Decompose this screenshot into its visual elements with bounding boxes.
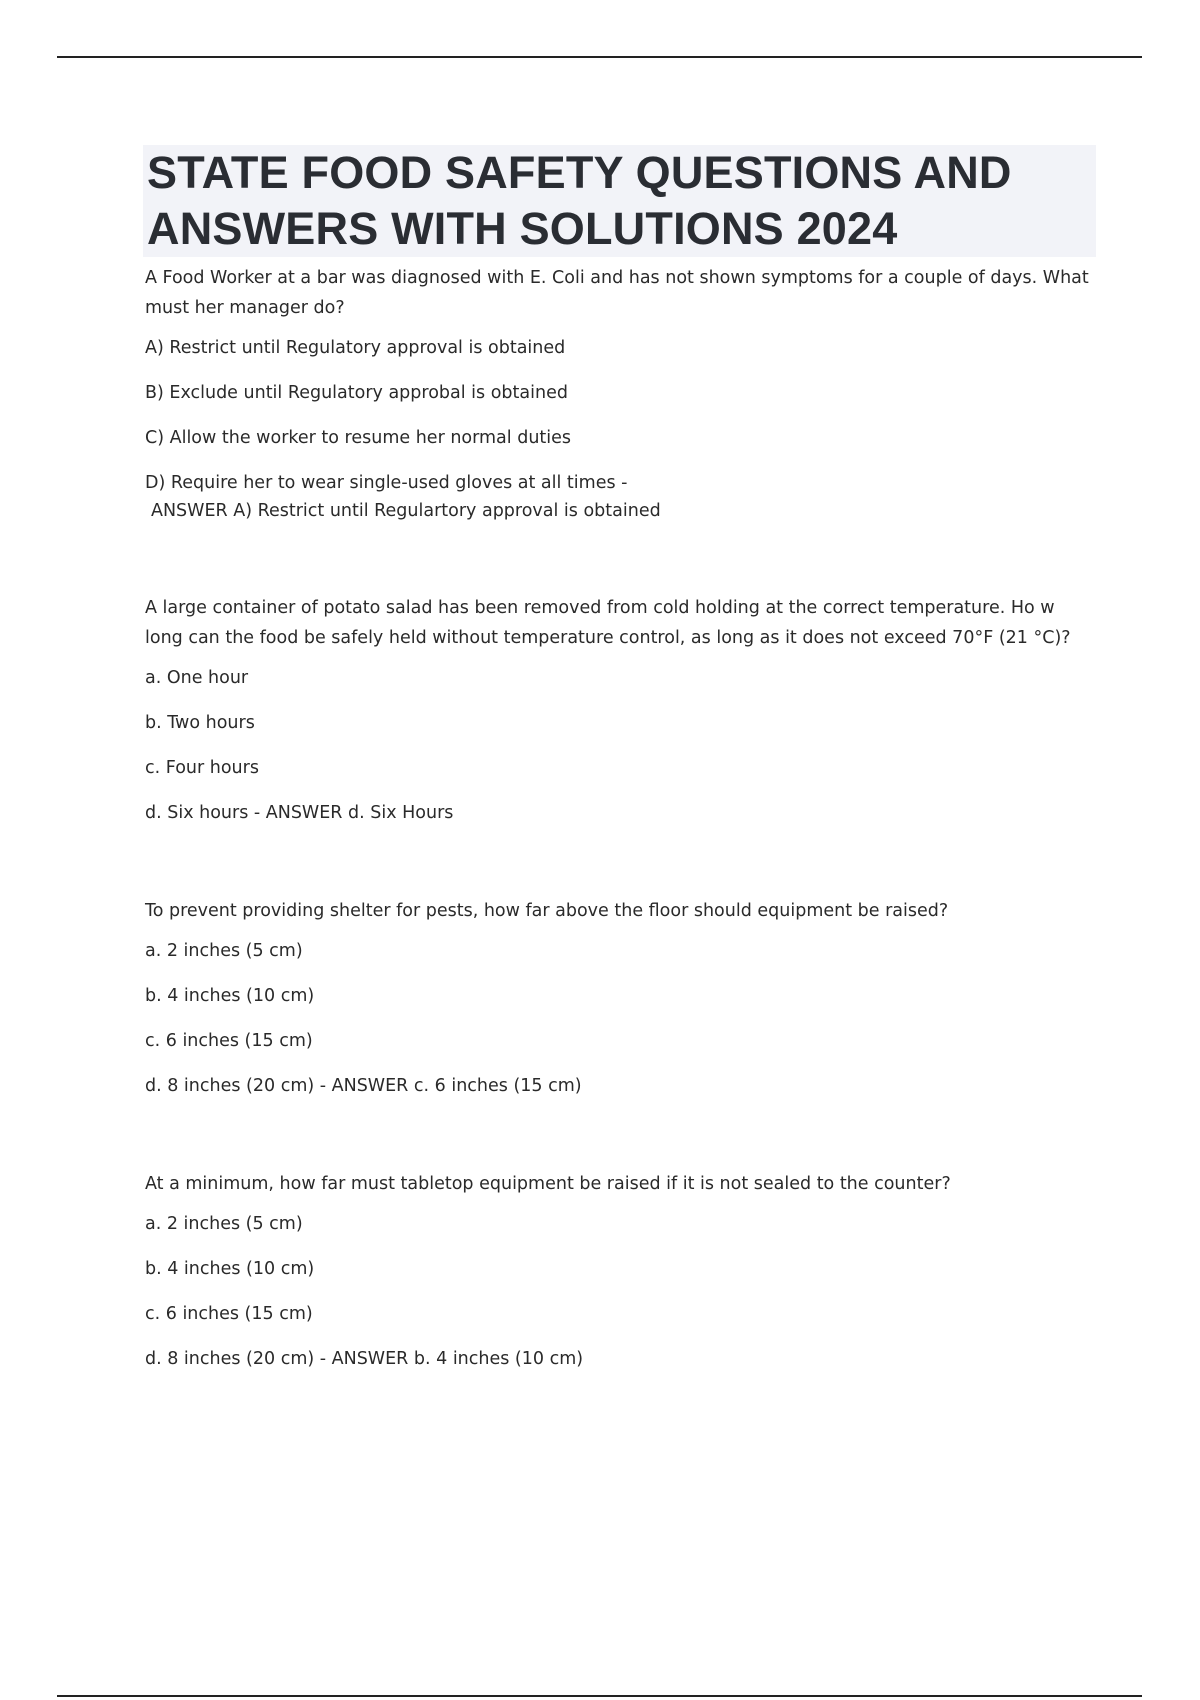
correct-answer: ANSWER A) Restrict until Regulartory approval is obtained [151, 501, 661, 521]
answer-option [145, 468, 1095, 525]
question-text: A Food Worker at a bar was diagnosed with E. Coli and has not shown symptoms for a couple of days. What must her manager do? [145, 268, 1089, 318]
top-divider [57, 56, 1142, 58]
answer-option: a. 2 inches (5 cm) [145, 941, 303, 961]
answer-option: c. Four hours [145, 758, 259, 778]
question-text: A large container of potato salad has been removed from cold holding at the correct temperature. Ho w long can the food be safely held without temperature control, as long as it does not exceed 70°F (21 °C)? [145, 598, 1071, 648]
answer-option: b. 4 inches (10 cm) [145, 1259, 315, 1279]
answer-option: a. 2 inches (5 cm) [145, 1214, 303, 1234]
title-block [143, 145, 1096, 257]
question-text: To prevent providing shelter for pests, how far above the floor should equipment be raised? [145, 901, 949, 921]
answer-option: c. 6 inches (15 cm) [145, 1304, 313, 1324]
answer-option: c. 6 inches (15 cm) [145, 1031, 313, 1051]
question-item [145, 593, 1095, 828]
answer-option: d. 8 inches (20 cm) - ANSWER b. 4 inches (10 cm) [145, 1349, 584, 1369]
question-item [145, 1169, 1095, 1374]
question-list [145, 263, 1095, 1374]
answer-option: d. Six hours - ANSWER d. Six Hours [145, 803, 454, 823]
question-text: At a minimum, how far must tabletop equipment be raised if it is not sealed to the counter? [145, 1174, 951, 1194]
answer-option: C) Allow the worker to resume her normal duties [145, 428, 572, 448]
answer-option: a. One hour [145, 668, 249, 688]
answer-option-text: D) Require her to wear single-used gloves at all times - [145, 473, 628, 493]
answer-option: b. 4 inches (10 cm) [145, 986, 315, 1006]
document-title: STATE FOOD SAFETY QUESTIONS AND ANSWERS WITH SOLUTIONS 2024 [147, 147, 1012, 254]
question-item [145, 263, 1095, 525]
answer-option: d. 8 inches (20 cm) - ANSWER c. 6 inches (15 cm) [145, 1076, 582, 1096]
answer-option: b. Two hours [145, 713, 255, 733]
question-item [145, 896, 1095, 1101]
answer-option: B) Exclude until Regulatory approbal is obtained [145, 383, 568, 403]
bottom-divider [57, 1695, 1142, 1697]
document-body [145, 145, 1095, 1442]
answer-option: A) Restrict until Regulatory approval is obtained [145, 338, 566, 358]
